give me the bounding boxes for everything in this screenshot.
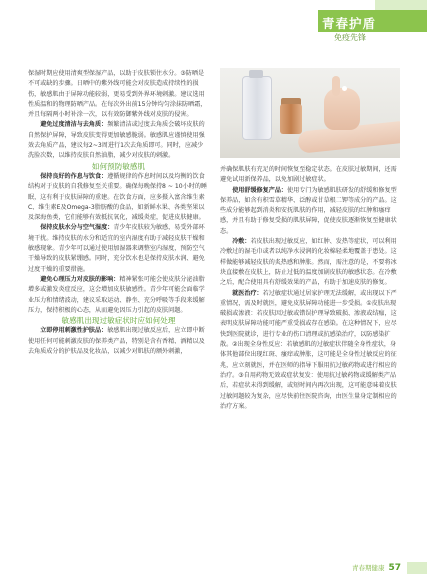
column-subtitle: 免疫先锋 xyxy=(334,33,366,42)
paragraph-text: 若过敏症状通过居家护理无法缓解，或出现以下严重情况，需及时就医，避免皮肤屏障功能进一步受损。①皮肤出现破损或渗液：若皮肤因过敏或错误护理导致破损、渗液或结痂，这表明皮肤屏障功能可能严重受损或存在感染。在这种情况下，应尽快到医院就诊，进行专业的伤口清理或抗感染治疗，以防感染扩散。②出现全身性反应：若敏感肌的过敏症状伴随全身性症状，身体其他部位出现红斑、瘙痒或肿胀，这可能是全身性过敏反应的征兆，应立刻就医，并在医师的指导下服用抗过敏药物或进行相应的治疗。③自用药物无效或症状复发：使用抗过敏药物或缓解类产品后，若症状未得到缓解，或短时间内再次出现，这可能意味着皮肤过敏问题较为复杂，应尽快前往医院咨询，由医生量身定制相应的治疗方案。 xyxy=(220,289,397,410)
paragraph-heading: 冷敷： xyxy=(232,238,251,246)
footer-accent-bar xyxy=(407,562,427,574)
paragraph-text: 青少年皮肤较为敏感，易受外部环境干扰。维持皮肤的水分和适宜的室内湿度有助于减轻皮肤干燥和敏感现象。青少年可以通过使用加湿器来调整室内湿度，预防空气干燥导致的皮肤紧绷感。同时，充分饮水也是保持皮肤水润、避免过度干燥的重要措施。 xyxy=(28,224,205,273)
paragraph-text: 若皮肤出现过敏反应，如红肿、发热等症状，可以利用冷敷过的湿毛巾或者以纯净水浸润的化妆棉轻柔地覆盖于患处。这样做能够减轻皮肤的炙热感和肿胀。然而，需注意的是，不要将冰块直接敷在皮肤上，防止过低的温度加剧皮肤的敏感状态。在冷敷之后，配合使用具有舒缓效果的产品，有助于加速皮肤的修复。 xyxy=(220,238,397,287)
right-column xyxy=(220,165,400,412)
bottle-cap xyxy=(249,70,263,78)
paragraph: 保湿时期应使用清爽型保湿产品，以助于皮肤锁住水分。③防晒是不可或缺的步骤。日晒中的紫外线可能会对皮肤造成持续性的损伤，敏感肌由于屏障功能较弱，更易受到外界环境刺激。建议选用性质温和的物理防晒产品。在每次外出前15分钟均匀涂抹防晒霜，并且每隔两小时补涂一次，以有效防御紫外线对皮肤的侵害。 xyxy=(28,70,207,119)
hand xyxy=(324,88,360,130)
paragraph xyxy=(220,289,400,413)
section-heading: 如何预防敏感肌 xyxy=(91,161,146,171)
magazine-name: 青春期健康 xyxy=(351,564,385,572)
paragraph-heading: 避免过度清洁与去角质： xyxy=(40,121,108,129)
paragraph xyxy=(28,275,209,316)
section-heading: 敏感肌出现过敏症状时应如何处理 xyxy=(61,316,176,326)
paragraph-text: 遵循规律的作息时间以及均衡的饮食结构对于皮肤的自我修复至关重要。确保每晚保持8 ~ 10小时的睡眠，这有利于皮肤屏障的重建。在饮食方面，应多摄入富含维生素C、维生素E及Omega-3脂肪酸的食品，如新鲜水果、各类坚果以及深海鱼类，它们能够有效抵抗氧化，减缓炎症，促进皮肤健康。 xyxy=(28,172,208,222)
paragraph-heading: 立即停用刺激性护肤品： xyxy=(40,327,108,335)
cream-droplet xyxy=(342,86,347,91)
paragraph-heading: 保持良好的作息与饮食： xyxy=(40,172,108,180)
paragraph xyxy=(28,326,209,357)
page-footer xyxy=(352,563,401,573)
paragraph-heading: 保持皮肤水分与空气湿度： xyxy=(40,224,114,232)
page-number: 57 xyxy=(388,563,401,573)
finger xyxy=(332,76,340,96)
paragraph xyxy=(28,223,209,274)
paragraph-heading: 避免心理压力对皮肤的影响： xyxy=(40,275,120,283)
header-green-band xyxy=(318,10,427,32)
paragraph-text: 精神紧张可能会使皮肤分泌油脂增多或激发炎症反应，这会增加皮肤敏感性。青少年可能会面临学业压力和情绪波动，建议采取运动、静坐、充分呼吸等手段来缓解压力，保持积极的心态，从而避免因压力引起的皮肤问题。 xyxy=(28,275,205,314)
paragraph-text: 敏感肌出现过敏反应后，应立即中断使用任何可能刺激皮肤的保养类产品，特别是含有香精、酒精以及去角质成分的护肤品及化妆品，以减少对肌肤的额外刺激， xyxy=(28,327,205,356)
left-column xyxy=(28,69,209,357)
paragraph-heading: 使用舒缓修复产品： xyxy=(232,186,288,194)
skincare-photo xyxy=(220,68,400,158)
paragraph xyxy=(28,120,209,161)
column-brand-title: 青春护盾 xyxy=(322,16,377,31)
lotion-bottle xyxy=(242,76,272,140)
paragraph: 并确保肌肤有充足的时间恢复至稳定状态。在皮肤过敏期间，还需避免试用新保养品，以免加剧过敏症状。 xyxy=(220,166,397,184)
paragraph-text: 频繁清洁或过度去角质会破坏皮肤的自然保护屏障，导致皮肤变得更加敏感脆弱。敏感肌应谨慎使用强效去角质产品，建议每2~3周进行1次去角质即可。同时，应减少洗脸次数，以维持皮肤自然油脂，减少对皮肤的刺激。 xyxy=(28,121,205,160)
cream-jar xyxy=(280,104,302,134)
paragraph xyxy=(220,186,400,237)
paragraph xyxy=(220,237,400,288)
paragraph xyxy=(28,172,209,223)
column-header xyxy=(318,10,427,44)
paragraph-heading: 就医治疗： xyxy=(232,289,263,297)
paragraph-text: 使用专门为敏感肌肤研发的舒缓和修复型保养品，如含有积雪草精华、泛醇或甘草根二钾等成分的产品。这些成分能够起到消炎和安抚肌肤的作用，减轻皮肤的红肿和瘙痒感，并且有助于修复受损的肌肤屏障，促使皮肤逐渐恢复至健康状态。 xyxy=(220,186,397,235)
